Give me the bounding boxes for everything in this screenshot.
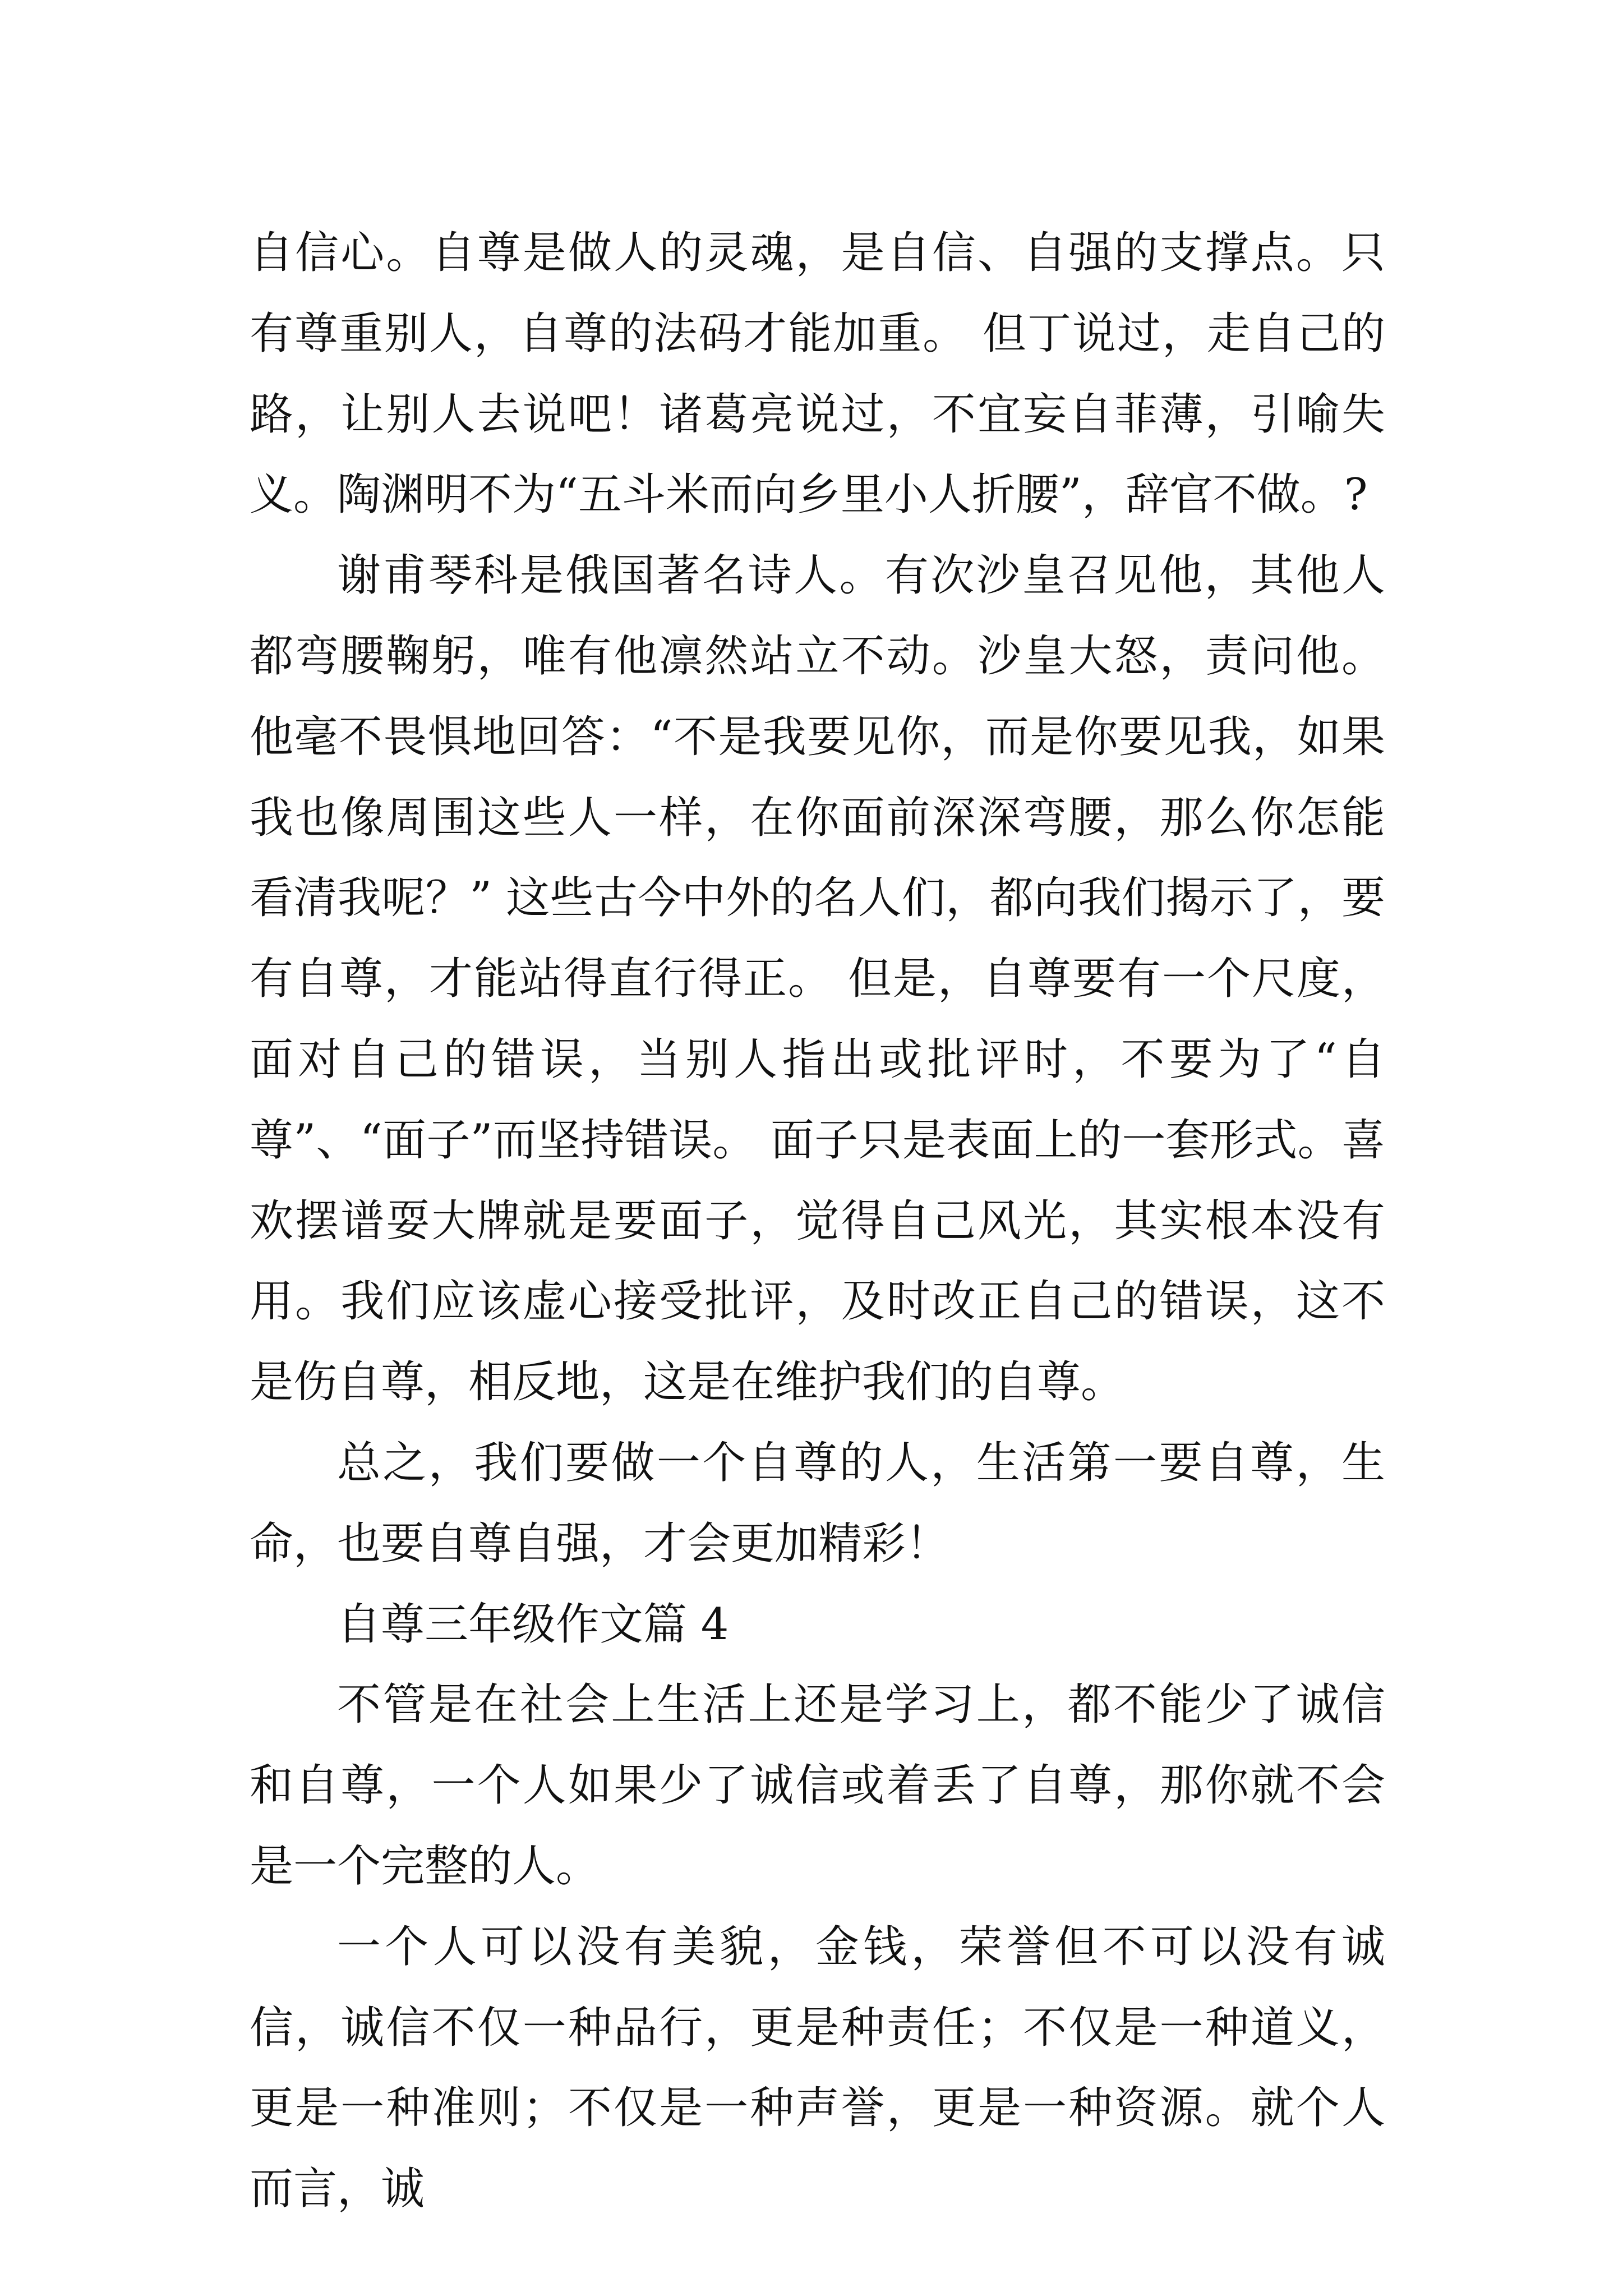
paragraph-integrity-body: 一个人可以没有美貌，金钱，荣誉但不可以没有诚信，诚信不仅一种品行，更是种责任；不仅是一种道义，更是一种准则；不仅是一种声誉，更是一种资源。就个人而言，诚 [250, 1921, 1385, 2215]
paragraph-shevchenko: 谢甫琴科是俄国著名诗人。有次沙皇召见他，其他人都弯腰鞠躬，唯有他凛然站立不动。沙皇大怒，责问他。他毫不畏惧地回答：“不是我要见你，而是你要见我，如果我也像周围这些人一样，在你面前深深弯腰，那么你怎能看清我呢？” 这些古今中外的名人们，都向我们揭示了，要有自尊，才能站得直行得正。 但是，自尊要有一个尺度，面对自己的错误，当别人指出或批评时，不要为了“自尊”、“面子”而坚持错误。 面子只是表面上的一套形式。喜欢摆谱耍大牌就是要面子，觉得自己风光，其实根本没有用。我们应该虚心接受批评，及时改正自己的错误，这不是伤自尊，相反地，这是在维护我们的自尊。 [250, 550, 1385, 1408]
document-body [250, 213, 1385, 2230]
paragraph-integrity-intro: 不管是在社会上生活上还是学习上，都不能少了诚信和自尊，一个人如果少了诚信或着丢了自尊，那你就不会是一个完整的人。 [250, 1680, 1385, 1892]
paragraph-continuation: 自信心。自尊是做人的灵魂，是自信、自强的支撑点。只有尊重别人，自尊的法码才能加重。 但丁说过，走自己的路，让别人去说吧！诸葛亮说过，不宜妄自菲薄，引喻失义。陶渊明不为“五斗米而向乡里小人折腰”，辞官不做。? [250, 228, 1385, 521]
paragraph-conclusion: 总之，我们要做一个自尊的人，生活第一要自尊，生命，也要自尊自强，才会更加精彩！ [250, 1437, 1385, 1569]
section-heading: 自尊三年级作文篇 4 [337, 1599, 729, 1650]
